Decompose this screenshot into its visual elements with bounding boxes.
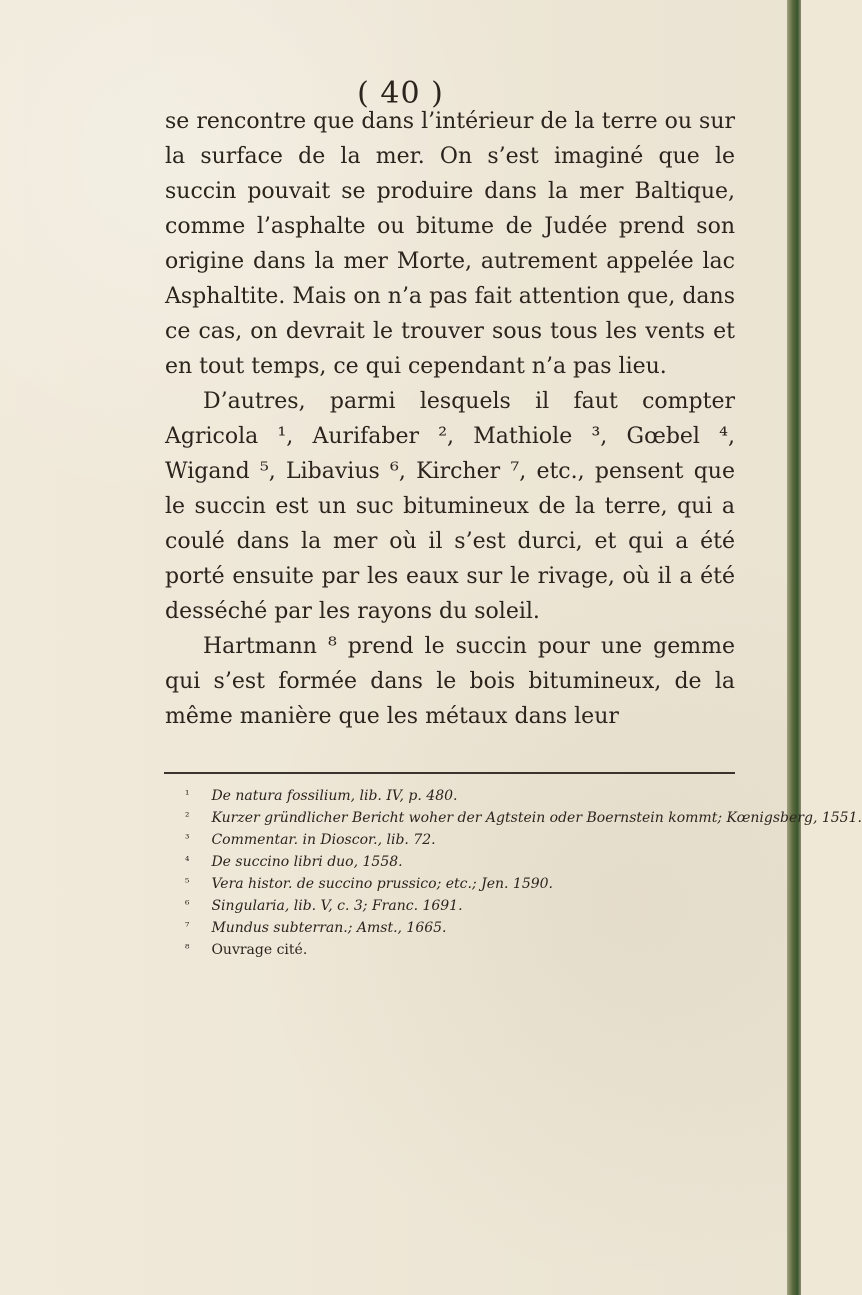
footnote-marker: ⁶ bbox=[185, 898, 190, 911]
footnote-text: Singularia, lib. V, c. 3; Franc. 1691. bbox=[211, 898, 463, 914]
footnote-text: Mundus subterran.; Amst., 1665. bbox=[211, 920, 447, 936]
footnote-marker: ⁴ bbox=[185, 854, 190, 867]
footnote bbox=[185, 939, 735, 961]
footnote-text: Commentar. in Dioscor., lib. 72. bbox=[211, 832, 436, 848]
footnote-marker: ⁸ bbox=[185, 942, 190, 955]
footnote-text: Kurzer gründlicher Bericht woher der Agtstein oder Boernstein kommt; Kœnigsberg, 1551. bbox=[211, 810, 862, 826]
footnote bbox=[185, 829, 735, 851]
page-number: ( 40 ) bbox=[357, 76, 444, 111]
paragraph: D’autres, parmi lesquels il faut compter Agricola ¹, Aurifaber ², Mathiole ³, Gœbel ⁴, Wigand ⁵, Libavius ⁶, Kircher ⁷, etc., pensent que le succin est un suc bitumineux de la terre, qui a coulé dans la mer où il s’est durci, et qui a été porté ensuite par les eaux sur le rivage, où il a été desséché par les rayons du soleil. bbox=[165, 389, 735, 624]
footnote-marker: ² bbox=[185, 810, 190, 823]
footnote bbox=[185, 851, 735, 873]
footnote-marker: ³ bbox=[185, 832, 190, 845]
footnote-text: De natura fossilium, lib. IV, p. 480. bbox=[211, 788, 458, 804]
footnote-text: Vera histor. de succino prussico; etc.; Jen. 1590. bbox=[211, 876, 554, 892]
footnote-text: Ouvrage cité. bbox=[211, 942, 308, 958]
footnote-marker: ⁵ bbox=[185, 876, 190, 889]
paragraph: se rencontre que dans l’intérieur de la terre ou sur la surface de la mer. On s’est imaginé que le succin pouvait se produire dans la mer Baltique, comme l’asphalte ou bitume de Judée prend son origine dans la mer Morte, autrement appelée lac Asphaltite. Mais on n’a pas fait attention que, dans ce cas, on devrait le trouver sous tous les vents et en tout temps, ce qui cependant n’a pas lieu. bbox=[165, 109, 735, 379]
page-edge bbox=[787, 0, 801, 1295]
paragraph: Hartmann ⁸ prend le succin pour une gemme qui s’est formée dans le bois bitumineux, de la même manière que les métaux dans leur bbox=[165, 634, 735, 729]
footnote-marker: ⁷ bbox=[185, 920, 190, 933]
footnote bbox=[185, 917, 735, 939]
footnote-marker: ¹ bbox=[185, 788, 190, 801]
footnotes bbox=[185, 785, 862, 961]
footnote-text: De succino libri duo, 1558. bbox=[211, 854, 403, 870]
footnote bbox=[185, 895, 735, 917]
main-text bbox=[165, 104, 735, 734]
footnote-separator bbox=[164, 772, 735, 774]
footnote bbox=[185, 873, 735, 895]
footnote bbox=[185, 807, 862, 829]
footnote bbox=[185, 785, 735, 807]
